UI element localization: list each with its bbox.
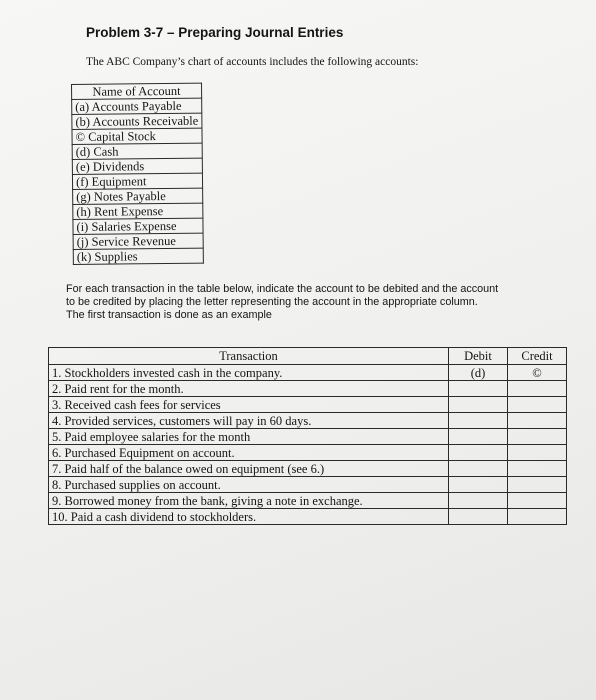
debit-header: Debit	[449, 348, 508, 365]
transaction-row	[49, 445, 567, 461]
account-name: (d) Cash	[72, 143, 202, 159]
instructions-line: The first transaction is done as an example	[66, 309, 272, 321]
transaction-header: Transaction	[49, 348, 449, 365]
instructions	[66, 283, 566, 322]
instructions-line: For each transaction in the table below, indicate the account to be debited and the account	[66, 283, 499, 295]
debit-cell[interactable]	[449, 397, 508, 413]
transaction-text: 1. Stockholders invested cash in the company.	[49, 365, 449, 381]
transaction-text: 2. Paid rent for the month.	[49, 381, 449, 397]
transactions-table	[48, 347, 567, 525]
transaction-text: 10. Paid a cash dividend to stockholders.	[49, 509, 449, 525]
debit-cell[interactable]	[449, 381, 508, 397]
transaction-text: 9. Borrowed money from the bank, giving a note in exchange.	[49, 493, 449, 509]
account-row	[72, 113, 202, 129]
credit-cell[interactable]	[508, 445, 567, 461]
account-name: © Capital Stock	[72, 128, 202, 144]
credit-cell[interactable]	[508, 461, 567, 477]
accounts-header-row	[72, 83, 202, 99]
chart-of-accounts-table	[71, 83, 204, 265]
debit-cell[interactable]	[449, 429, 508, 445]
credit-cell[interactable]	[508, 429, 567, 445]
accounts-header: Name of Account	[72, 83, 202, 99]
transaction-text: 4. Provided services, customers will pay in 60 days.	[49, 413, 449, 429]
account-row	[73, 203, 203, 219]
credit-cell[interactable]	[508, 493, 567, 509]
account-row	[72, 98, 202, 114]
debit-cell[interactable]	[449, 461, 508, 477]
account-name: (h) Rent Expense	[73, 203, 203, 219]
account-name: (f) Equipment	[72, 173, 202, 189]
credit-cell[interactable]: ©	[508, 365, 567, 381]
transaction-text: 5. Paid employee salaries for the month	[49, 429, 449, 445]
account-row	[73, 218, 203, 234]
transaction-row	[49, 365, 567, 381]
transaction-text: 7. Paid half of the balance owed on equipment (see 6.)	[49, 461, 449, 477]
debit-cell[interactable]	[449, 445, 508, 461]
transaction-text: 6. Purchased Equipment on account.	[49, 445, 449, 461]
transactions-header-row	[49, 348, 567, 365]
transaction-row	[49, 509, 567, 525]
account-name: (b) Accounts Receivable	[72, 113, 202, 129]
credit-cell[interactable]	[508, 413, 567, 429]
transaction-row	[49, 413, 567, 429]
debit-cell[interactable]: (d)	[449, 365, 508, 381]
account-name: (e) Dividends	[72, 158, 202, 174]
credit-cell[interactable]	[508, 509, 567, 525]
transaction-row	[49, 493, 567, 509]
debit-cell[interactable]	[449, 477, 508, 493]
instructions-line: to be credited by placing the letter representing the account in the appropriate column.	[66, 296, 478, 308]
account-row	[73, 188, 203, 204]
transaction-text: 3. Received cash fees for services	[49, 397, 449, 413]
debit-cell[interactable]	[449, 509, 508, 525]
account-name: (k) Supplies	[73, 248, 203, 264]
transaction-row	[49, 429, 567, 445]
debit-cell[interactable]	[449, 493, 508, 509]
account-name: (a) Accounts Payable	[72, 98, 202, 114]
credit-header: Credit	[508, 348, 567, 365]
transaction-row	[49, 397, 567, 413]
transaction-row	[49, 461, 567, 477]
account-name: (j) Service Revenue	[73, 233, 203, 249]
credit-cell[interactable]	[508, 477, 567, 493]
transaction-row	[49, 381, 567, 397]
intro-text: The ABC Company’s chart of accounts includes the following accounts:	[86, 56, 419, 68]
page-title: Problem 3-7 – Preparing Journal Entries	[86, 25, 344, 40]
account-row	[73, 248, 203, 264]
account-row	[73, 233, 203, 249]
account-row	[72, 173, 202, 189]
account-row	[72, 158, 202, 174]
transaction-row	[49, 477, 567, 493]
account-name: (i) Salaries Expense	[73, 218, 203, 234]
transaction-text: 8. Purchased supplies on account.	[49, 477, 449, 493]
account-name: (g) Notes Payable	[73, 188, 203, 204]
debit-cell[interactable]	[449, 413, 508, 429]
credit-cell[interactable]	[508, 397, 567, 413]
account-row	[72, 143, 202, 159]
account-row	[72, 128, 202, 144]
credit-cell[interactable]	[508, 381, 567, 397]
